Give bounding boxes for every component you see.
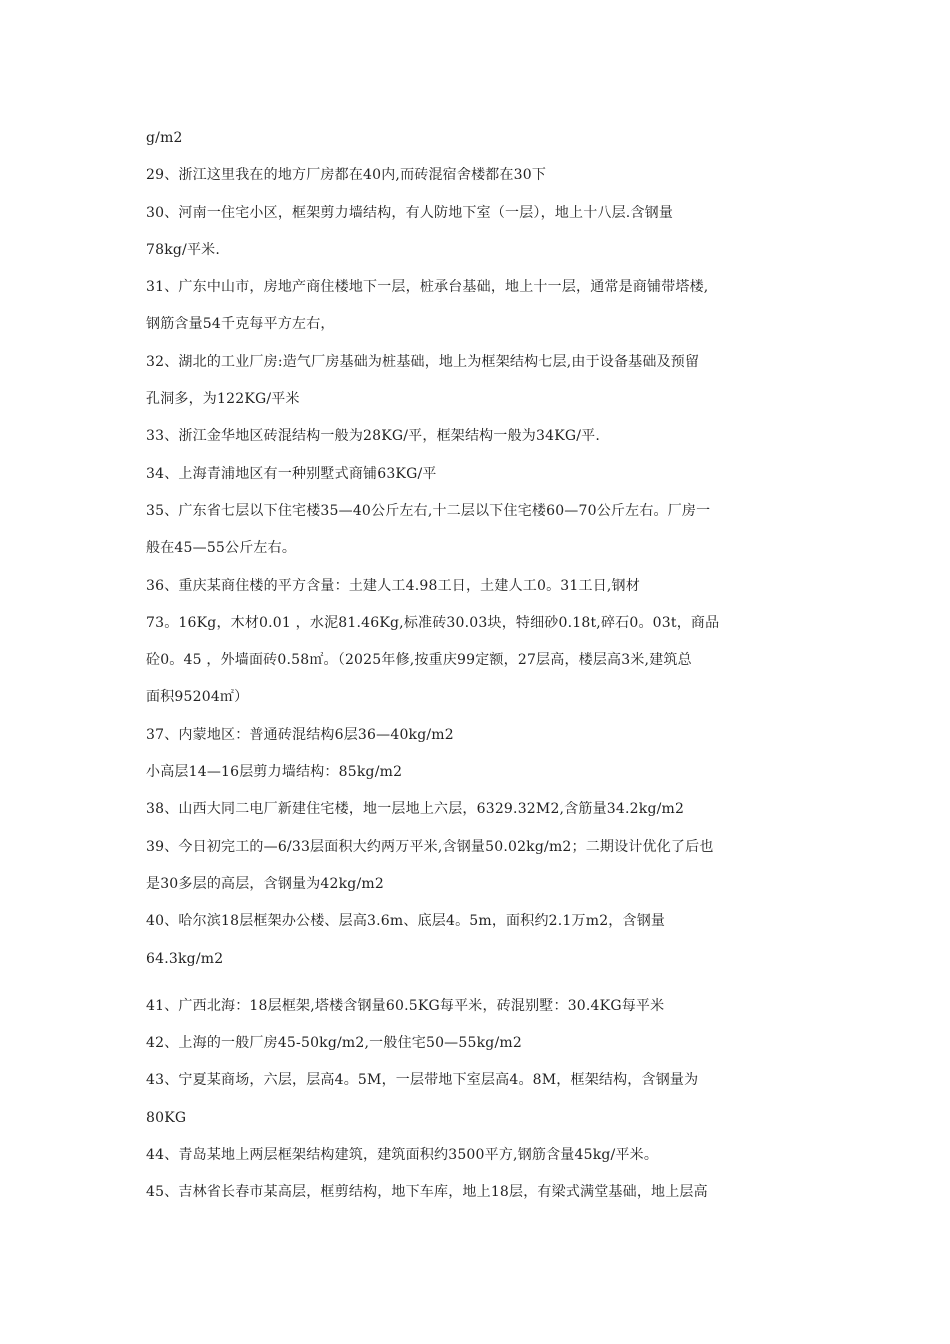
text-line-item-41: 41、广西北海：18层框架,塔楼含钢量60.5KG每平米，砖混别墅：30.4KG每平米	[146, 997, 665, 1014]
text-line-item-40-cont: 64.3kg/m2	[146, 950, 224, 967]
text-line-item-30-cont: 78kg/平米.	[146, 241, 221, 258]
text-line-item-37: 37、内蒙地区：普通砖混结构6层36—40kg/m2	[146, 726, 454, 743]
text-line-item-39: 39、今日初完工的—6/33层面积大约两万平米,含钢量50.02kg/m2；二期设计优化了后也	[146, 838, 714, 855]
paragraph-gap	[146, 984, 826, 994]
text-line-item-37-cont: 小高层14—16层剪力墙结构：85kg/m2	[146, 764, 403, 781]
text-line-item-31-cont: 钢筋含量54千克每平方左右，	[146, 316, 335, 333]
text-line-item-42: 42、上海的一般厂房45-50kg/m2,一般住宅50—55kg/m2	[146, 1035, 522, 1052]
text-line-item-40: 40、哈尔滨18层框架办公楼、层高3.6m、底层4。5m，面积约2.1万m2，含钢量	[146, 913, 666, 930]
text-line-item-38: 38、山西大同二电厂新建住宅楼，地一层地上六层，6329.32M2,含筋量34.2kg/m2	[146, 801, 685, 818]
text-line-item-39-cont: 是30多层的高层，含钢量为42kg/m2	[146, 875, 384, 892]
text-line-item-43-cont: 80KG	[146, 1109, 187, 1126]
text-line-item-35-cont: 般在45—55公斤左右。	[146, 540, 297, 557]
text-line-item-32: 32、湖北的工业厂房:造气厂房基础为桩基础，地上为框架结构七层,由于设备基础及预留	[146, 353, 700, 370]
text-line-item-36-cont-3: 面积95204㎡）	[146, 689, 249, 706]
text-line-item-31: 31、广东中山市，房地产商住楼地下一层，桩承台基础，地上十一层，通常是商铺带塔楼,	[146, 279, 709, 296]
text-line-item-32-cont: 孔洞多，为122KG/平米	[146, 391, 300, 408]
text-line-item-44: 44、青岛某地上两层框架结构建筑，建筑面积约3500平方,钢筋含量45kg/平米。	[146, 1147, 659, 1164]
text-line-item-36-cont-1: 73。16Kg，木材0.01 ，水泥81.46Kg,标准砖30.03块，特细砂0.18t,碎石0。03t，商品	[146, 614, 720, 631]
text-line-item-35: 35、广东省七层以下住宅楼35—40公斤左右,十二层以下住宅楼60—70公斤左右。厂房一	[146, 502, 711, 519]
text-line-item-45: 45、吉林省长春市某高层，框剪结构，地下车库，地上18层，有梁式满堂基础，地上层高	[146, 1184, 708, 1201]
text-line-item-34: 34、上海青浦地区有一种别墅式商铺63KG/平	[146, 465, 437, 482]
text-line-item-33: 33、浙江金华地区砖混结构一般为28KG/平，框架结构一般为34KG/平.	[146, 428, 601, 445]
text-line-item-29: 29、浙江这里我在的地方厂房都在40内,而砖混宿舍楼都在30下	[146, 167, 547, 184]
document-body	[146, 126, 826, 1218]
text-line-item-36: 36、重庆某商住楼的平方含量：土建人工4.98工日，土建人工0。31工日,钢材	[146, 577, 640, 594]
text-line-unit: g/m2	[146, 130, 183, 146]
text-line-item-30: 30、河南一住宅小区，框架剪力墙结构，有人防地下室（一层），地上十八层.含钢量	[146, 204, 674, 221]
text-line-item-43: 43、宁夏某商场，六层，层高4。5M，一层带地下室层高4。8M，框架结构，含钢量为	[146, 1072, 699, 1089]
text-line-item-36-cont-2: 砼0。45 ，外墙面砖0.58㎡。（2025年修,按重庆99定额，27层高，楼层高3米,建筑总	[146, 652, 692, 669]
